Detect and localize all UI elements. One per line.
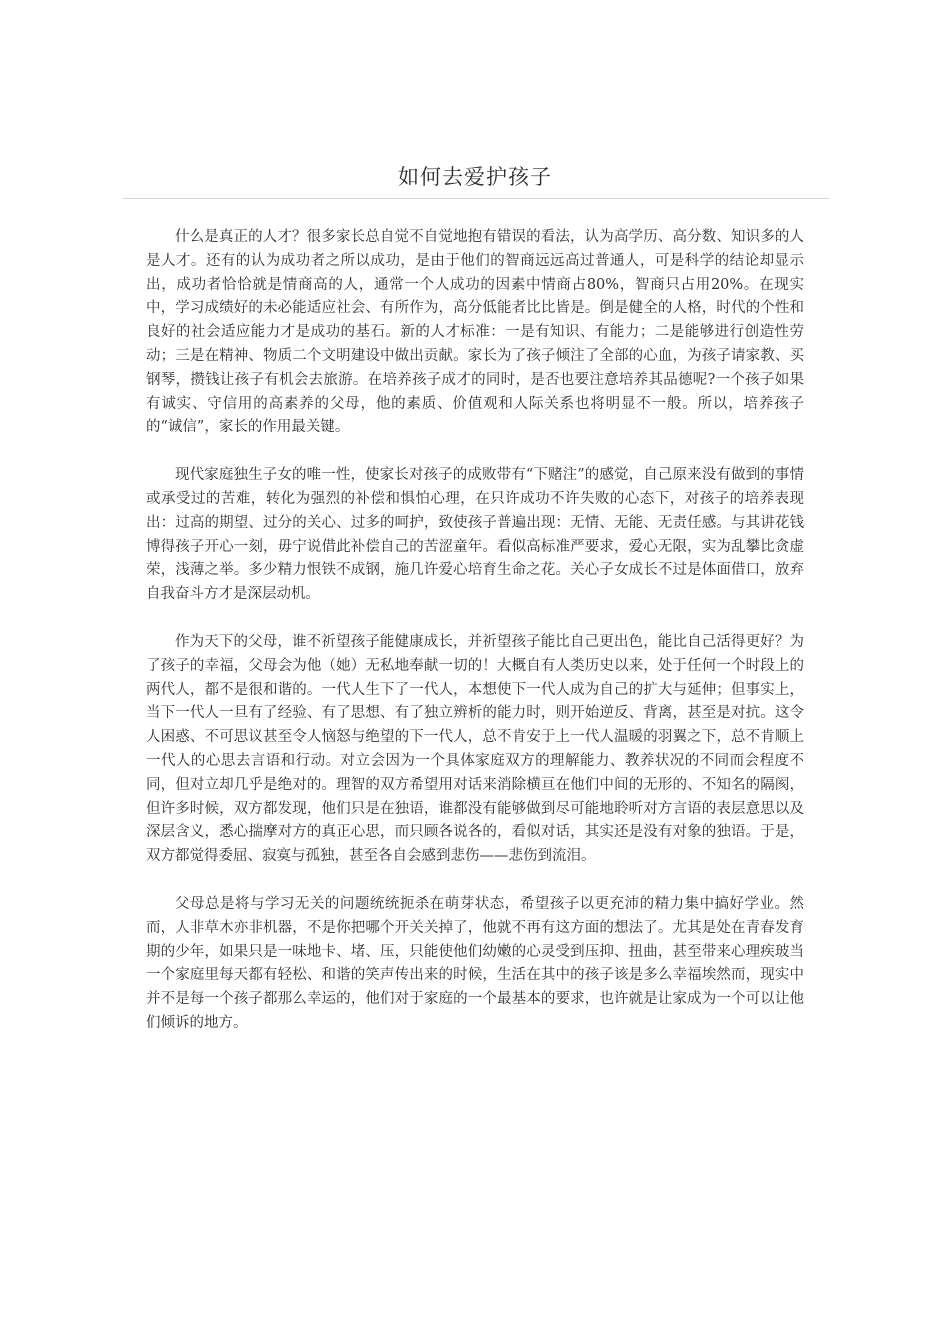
document-body — [146, 226, 804, 1060]
title-divider — [123, 198, 829, 199]
paragraph-4: 父母总是将与学习无关的问题统统扼杀在萌芽状态，希望孩子以更充沛的精力集中搞好学业。然而，人非草木亦非机器，不是你把哪个开关关掉了，他就不再有这方面的想法了。尤其是处在青春发育期的少年，如果只是一味地卡、堵、压，只能使他们幼嫩的心灵受到压抑、扭曲，甚至带来心理疾玻当一个家庭里每天都有轻松、和谐的笑声传出来的时候，生活在其中的孩子该是多么幸福埃然而，现实中并不是每一个孩子都那么幸运的，他们对于家庭的一个最基本的要求，也许就是让家成为一个可以让他们倾诉的地方。 — [146, 895, 804, 1031]
paragraph-1: 什么是真正的人才？很多家长总自觉不自觉地抱有错误的看法，认为高学历、高分数、知识多的人是人才。还有的认为成功者之所以成功，是由于他们的智商远远高过普通人，可是科学的结论却显示出，成功者恰恰就是情商高的人，通常一个人成功的因素中情商占80%，智商只占用20%。在现实中，学习成绩好的未必能适应社会、有所作为，高分低能者比比皆是。倒是健全的人格，时代的个性和良好的社会适应能力才是成功的基石。新的人才标准：一是有知识、有能力；二是能够进行创造性劳动；三是在精神、物质二个文明建设中做出贡献。家长为了孩子倾注了全部的心血，为孩子请家教、买钢琴，攒钱让孩子有机会去旅游。在培养孩子成才的同时，是否也要注意培养其品德呢?一个孩子如果有诚实、守信用的高素养的父母，他的素质、价值观和人际关系也将明显不一般。所以，培养孩子的“诚信”，家长的作用最关键。 — [146, 229, 804, 436]
document-title: 如何去爱护孩子 — [398, 165, 552, 189]
paragraph-2: 现代家庭独生子女的唯一性，使家长对孩子的成败带有“下赌注”的感觉，自己原来没有做到的事情或承受过的苦难，转化为强烈的补偿和惧怕心理，在只许成功不许失败的心态下，对孩子的培养表现出：过高的期望、过分的关心、过多的呵护，致使孩子普遍出现：无情、无能、无责任感。与其讲花钱博得孩子开心一刻，毋宁说借此补偿自己的苦涩童年。看似高标准严要求，爱心无限，实为乱攀比贪虚荣，浅薄之举。多少精力恨铁不成钢，施几许爱心培育生命之花。关心子女成长不过是体面借口，放弃自我奋斗方才是深层动机。 — [146, 467, 804, 603]
paragraph-3: 作为天下的父母，谁不祈望孩子能健康成长，并祈望孩子能比自己更出色，能比自己活得更好？为了孩子的幸福，父母会为他（她）无私地奉献一切的！大概自有人类历史以来，处于任何一个时段上的两代人，都不是很和谐的。一代人生下了一代人，本想使下一代人成为自己的扩大与延伸；但事实上，当下一代人一旦有了经验、有了思想、有了独立辨析的能力时，则开始逆反、背离，甚至是对抗。这令人困惑、不可思议甚至令人恼怒与绝望的下一代人，总不肯安于上一代人温暖的羽翼之下，总不肯顺上一代人的心思去言语和行动。对立会因为一个具体家庭双方的理解能力、教养状况的不同而会程度不同，但对立却几乎是绝对的。理智的双方希望用对话来消除横亘在他们中间的无形的、不知名的隔阂，但许多时候，双方都发现，他们只是在独语，谁都没有能够做到尽可能地聆听对方言语的表层意思以及深层含义，悉心揣摩对方的真正心思，而只顾各说各的，看似对话，其实还是没有对象的独语。于是，双方都觉得委屈、寂寞与孤独，甚至各自会感到悲伤——悲伤到流泪。 — [146, 633, 804, 865]
